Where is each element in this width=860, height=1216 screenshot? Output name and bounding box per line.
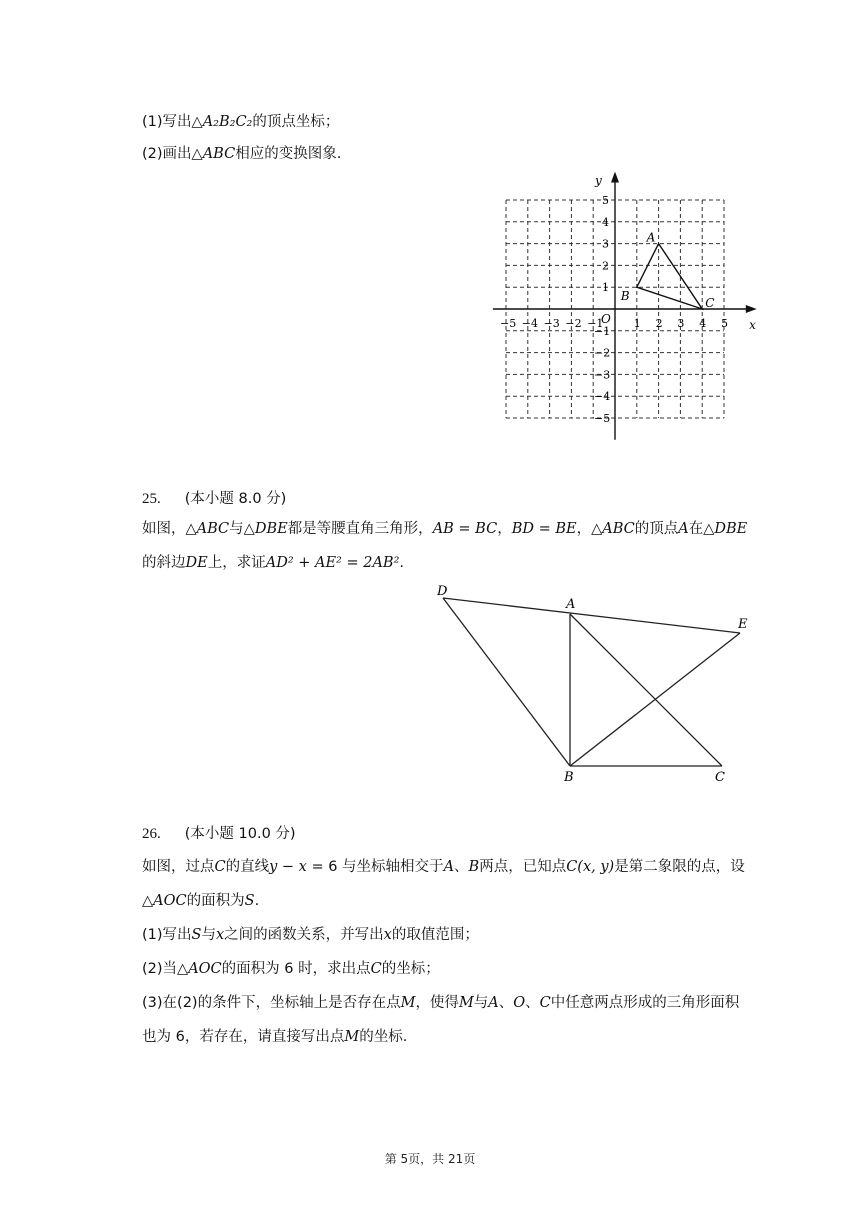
x-tick-label: 3 bbox=[677, 317, 685, 330]
label-b: B bbox=[564, 770, 574, 785]
x-axis-label: x bbox=[749, 318, 756, 332]
y-tick-label: 3 bbox=[602, 237, 609, 251]
triangle-abc bbox=[620, 231, 715, 310]
point-b-label: B bbox=[620, 289, 630, 304]
page-footer: 第 5页，共 21页 bbox=[384, 1152, 476, 1166]
label-d: D bbox=[437, 584, 448, 599]
point-a-label: A bbox=[646, 230, 656, 245]
x-tick-label: −2 bbox=[565, 317, 582, 330]
q26-part2: (2)当△AOC的面积为 6 时，求出点C的坐标； bbox=[142, 961, 440, 977]
y-axis-label: y bbox=[595, 173, 602, 188]
y-tick-label: 1 bbox=[602, 281, 609, 295]
q26-part3-cont: 也为 6，若存在，请直接写出点M的坐标. bbox=[142, 1029, 408, 1045]
math-a2b2c2: A₂B₂C₂ bbox=[202, 114, 253, 130]
q26-header: 26. (本小题 10.0 分) bbox=[142, 826, 296, 842]
y-tick-label: −1 bbox=[594, 324, 611, 338]
q25-text-line2: 的斜边DE上，求证AD² + AE² = 2AB². bbox=[142, 555, 405, 571]
label-a: A bbox=[566, 597, 576, 612]
segment-de bbox=[443, 598, 740, 633]
segment-ac bbox=[570, 614, 722, 766]
y-tick-label: −2 bbox=[594, 346, 611, 360]
q26-line2: △AOC的面积为S. bbox=[142, 893, 260, 909]
q26-line1: 如图，过点C的直线y − x = 6 与坐标轴相交于A、B两点，已知点C(x, y)是第二象限的点，设 bbox=[142, 859, 745, 875]
y-tick-label: −4 bbox=[594, 390, 611, 404]
label-c: C bbox=[715, 770, 725, 785]
y-tick-label: 2 bbox=[602, 259, 609, 273]
q26-part1: (1)写出S与x之间的函数关系，并写出x的取值范围； bbox=[142, 927, 479, 943]
triangle-abc-shape bbox=[637, 244, 702, 309]
q25-text-line1: 如图，△ABC与△DBE都是等腰直角三角形，AB = BC，BD = BE，△ABC的顶点A在△DBE bbox=[142, 521, 748, 537]
q25-geometry-figure bbox=[430, 580, 760, 785]
y-tick-label: −3 bbox=[594, 368, 611, 382]
q26-part3: (3)在(2)的条件下，坐标轴上是否存在点M，使得M与A、O、C中任意两点形成的三角形面积 bbox=[142, 995, 740, 1011]
x-tick-label: −5 bbox=[500, 317, 517, 330]
y-tick-label: 4 bbox=[602, 215, 609, 229]
x-tick-label: 2 bbox=[655, 317, 663, 330]
y-axis-arrow bbox=[611, 172, 619, 183]
segment-be bbox=[570, 633, 740, 766]
x-tick-label: −3 bbox=[543, 317, 560, 330]
x-axis-arrow bbox=[746, 305, 757, 313]
q25-header: 25. (本小题 8.0 分) bbox=[142, 491, 287, 507]
q24-part1: (1)写出△A₂B₂C₂的顶点坐标； bbox=[142, 114, 340, 130]
y-tick-label: 5 bbox=[602, 194, 609, 207]
label-e: E bbox=[738, 617, 748, 632]
coordinate-grid-figure bbox=[480, 170, 760, 445]
q24-part2: (2)画出△ABC相应的变换图象. bbox=[142, 146, 342, 162]
x-tick-label: 5 bbox=[721, 317, 728, 330]
x-tick-label: −4 bbox=[521, 317, 539, 330]
x-tick-label: 1 bbox=[633, 317, 641, 330]
axes bbox=[493, 172, 757, 440]
x-tick-label: 4 bbox=[699, 317, 707, 330]
segment-db bbox=[443, 598, 570, 766]
point-c-label: C bbox=[705, 296, 715, 310]
y-tick-label: −5 bbox=[594, 412, 611, 425]
origin-label: O bbox=[601, 312, 611, 326]
x-tick-label: −1 bbox=[587, 317, 604, 330]
